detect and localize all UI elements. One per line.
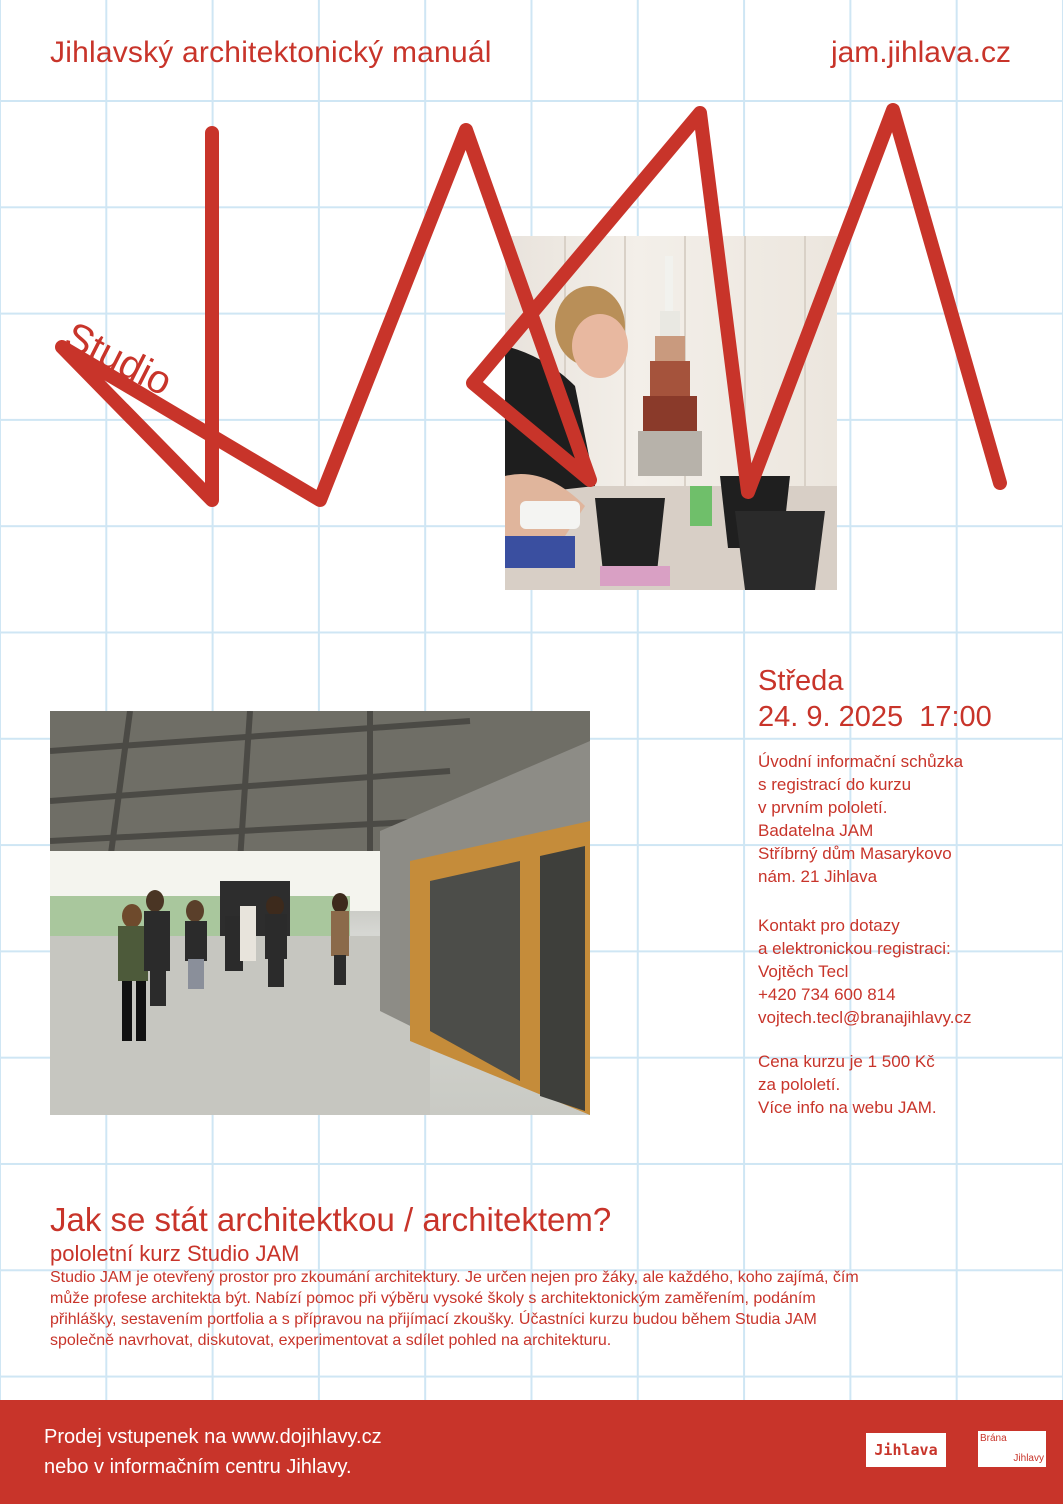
poster-title: Jihlavský architektonický manuál (50, 36, 492, 69)
event-date-time: 24. 9. 2025 17:00 (758, 701, 992, 733)
ticket-info (44, 1422, 382, 1482)
brana-logo-bottom: Jihlavy (1013, 1453, 1044, 1464)
footer-bar (0, 1400, 1063, 1504)
price-line: za pololetí. (758, 1075, 841, 1094)
event-day: Středa (758, 665, 844, 697)
meeting-line: Stříbrný dům Masarykovo (758, 844, 952, 863)
hall-photo (50, 711, 590, 1115)
price-line: Cena kurzu je 1 500 Kč (758, 1052, 935, 1071)
website-link[interactable]: jam.jihlava.cz (830, 36, 1011, 69)
brana-logo-top: Brána (980, 1433, 1007, 1444)
hall-photo-illustration (50, 711, 590, 1115)
meeting-line: v prvním pololetí. (758, 798, 888, 817)
description-line: Studio JAM je otevřený prostor pro zkoumání architektury. Je určen nejen pro žáky, ale každého, koho zajímá, čím (50, 1269, 859, 1286)
description-line: společně navrhovat, diskutovat, experimentovat a sdílet pohled na architekturu. (50, 1332, 612, 1349)
course-subheadline: pololetní kurz Studio JAM (50, 1241, 300, 1266)
contact-line: Kontakt pro dotazy (758, 916, 900, 935)
ticket-info-line: Prodej vstupenek na www.dojihlavy.cz (44, 1426, 382, 1448)
meeting-line: Badatelna JAM (758, 821, 874, 840)
course-description (50, 1267, 1010, 1351)
description-line: může profese architekta být. Nabízí pomoc při výběru vysoké školy s architektonickým zaměřením, podáním (50, 1290, 816, 1307)
contact-email[interactable]: vojtech.tecl@branajihlavy.cz (758, 1008, 972, 1027)
contact-phone[interactable]: +420 734 600 814 (758, 985, 896, 1004)
price-info (758, 1050, 937, 1119)
brana-jihlavy-logo (978, 1431, 1046, 1467)
course-headline: Jak se stát architektkou / architektem? (50, 1201, 612, 1238)
price-line: Více info na webu JAM. (758, 1098, 937, 1117)
studio-jam-logo (0, 0, 1063, 600)
ticket-info-line: nebo v informačním centru Jihlavy. (44, 1456, 352, 1478)
jihlava-logo: Jihlava (866, 1433, 946, 1467)
contact-info (758, 914, 971, 1029)
meeting-info (758, 750, 963, 888)
contact-line: a elektronickou registraci: (758, 939, 951, 958)
description-line: přihlášky, sestavením portfolia a s přípravou na přijímací zkoušky. Účastníci kurzu budou během Studia JAM (50, 1311, 817, 1328)
meeting-line: Úvodní informační schůzka (758, 752, 964, 771)
meeting-line: s registrací do kurzu (758, 775, 912, 794)
contact-name: Vojtěch Tecl (758, 962, 849, 981)
meeting-line: nám. 21 Jihlava (758, 867, 878, 886)
jam-logo-stroke (62, 110, 1000, 500)
logo-studio-label: Studio (57, 313, 179, 405)
